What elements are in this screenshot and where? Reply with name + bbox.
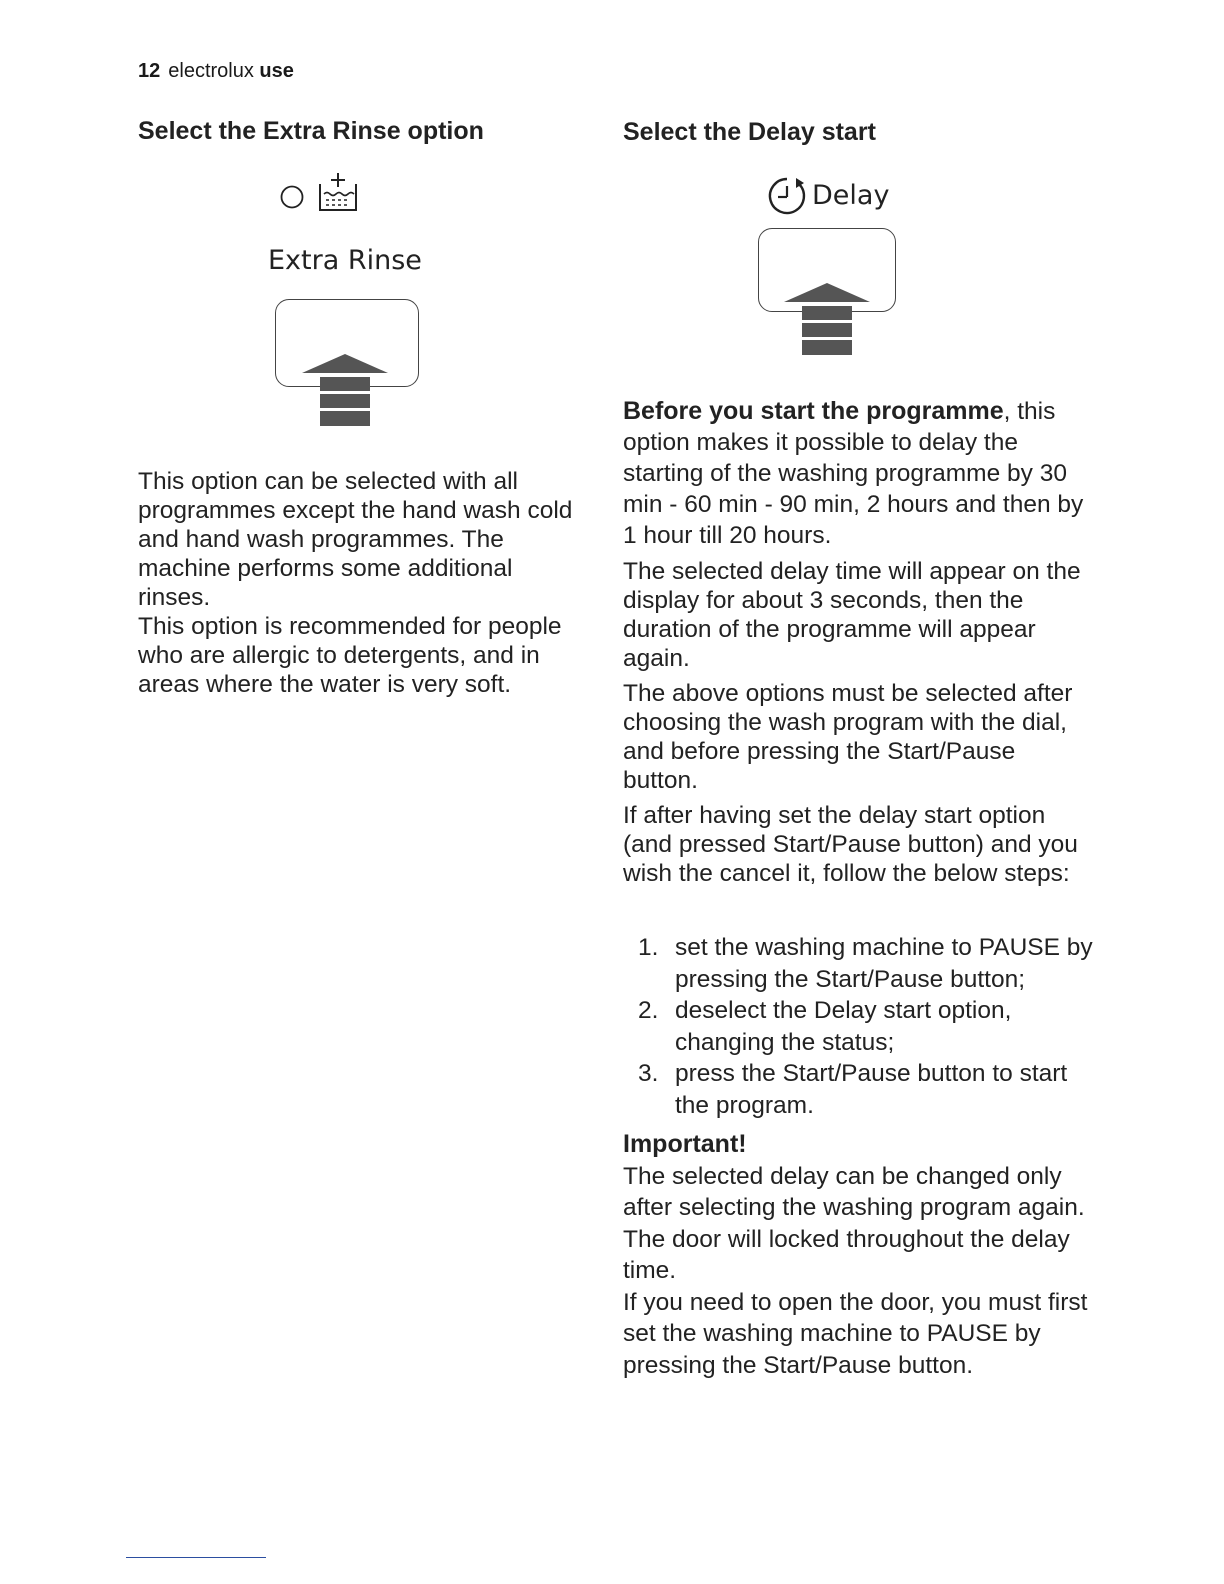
delay-intro-bold: Before you start the programme (623, 397, 1004, 425)
press-arrow-icon (302, 354, 388, 428)
important-line-2: The door will locked throughout the delay time. (623, 1225, 1070, 1284)
list-item (638, 995, 1093, 1058)
step-number: 1. (638, 934, 659, 961)
extra-rinse-heading: Select the Extra Rinse option (138, 117, 484, 145)
delay-description (623, 396, 1093, 894)
important-title: Important! (623, 1130, 747, 1158)
important-line-1: The selected delay can be changed only after selecting the washing program again. (623, 1162, 1085, 1221)
clock-icon (766, 175, 808, 217)
delay-start-heading: Select the Delay start (623, 118, 876, 146)
press-arrow-icon (784, 283, 870, 357)
delay-intro-rest: , this option makes it possible to delay the starting of the washing programme by 30 min - 60 min - 90 min, 2 hours and then by 1 hour till 20 hours. (623, 398, 1084, 549)
brand-name: electrolux (168, 60, 254, 82)
extra-rinse-paragraph-2: This option is recommended for people who are allergic to detergents, and in areas where the water is very soft. (138, 613, 562, 698)
list-item (638, 932, 1093, 995)
delay-paragraph-3: The above options must be selected after choosing the wash program with the dial, and before pressing the Start/Pause button. (623, 680, 1073, 794)
important-line-3: If you need to open the door, you must first set the washing machine to PAUSE by pressing the Start/Pause button. (623, 1288, 1088, 1379)
step-text: press the Start/Pause button to start the program. (675, 1060, 1068, 1119)
important-note (623, 1129, 1093, 1381)
page-header (138, 60, 294, 83)
delay-button-label: Delay (812, 180, 890, 211)
step-number: 2. (638, 997, 659, 1024)
extra-rinse-paragraph-1: This option can be selected with all programmes except the hand wash cold and hand wash programmes. The machine performs some additional rinses. (138, 468, 573, 611)
extra-rinse-icon (278, 170, 362, 216)
step-text: set the washing machine to PAUSE by pressing the Start/Pause button; (675, 934, 1093, 993)
cancel-steps-list (638, 932, 1093, 1121)
section-name: use (259, 60, 294, 82)
delay-paragraph-2: The selected delay time will appear on the display for about 3 seconds, then the duration of the programme will appear again. (623, 558, 1081, 672)
extra-rinse-description (138, 467, 583, 699)
delay-paragraph-4: If after having set the delay start option (and pressed Start/Pause button) and you wish the cancel it, follow the below steps: (623, 802, 1078, 887)
step-text: deselect the Delay start option, changing the status; (675, 997, 1012, 1056)
page-number: 12 (138, 60, 161, 82)
step-number: 3. (638, 1060, 659, 1087)
footer-rule (126, 1557, 266, 1558)
extra-rinse-button-label: Extra Rinse (268, 245, 422, 276)
list-item (638, 1058, 1093, 1121)
delay-intro (623, 396, 1093, 551)
